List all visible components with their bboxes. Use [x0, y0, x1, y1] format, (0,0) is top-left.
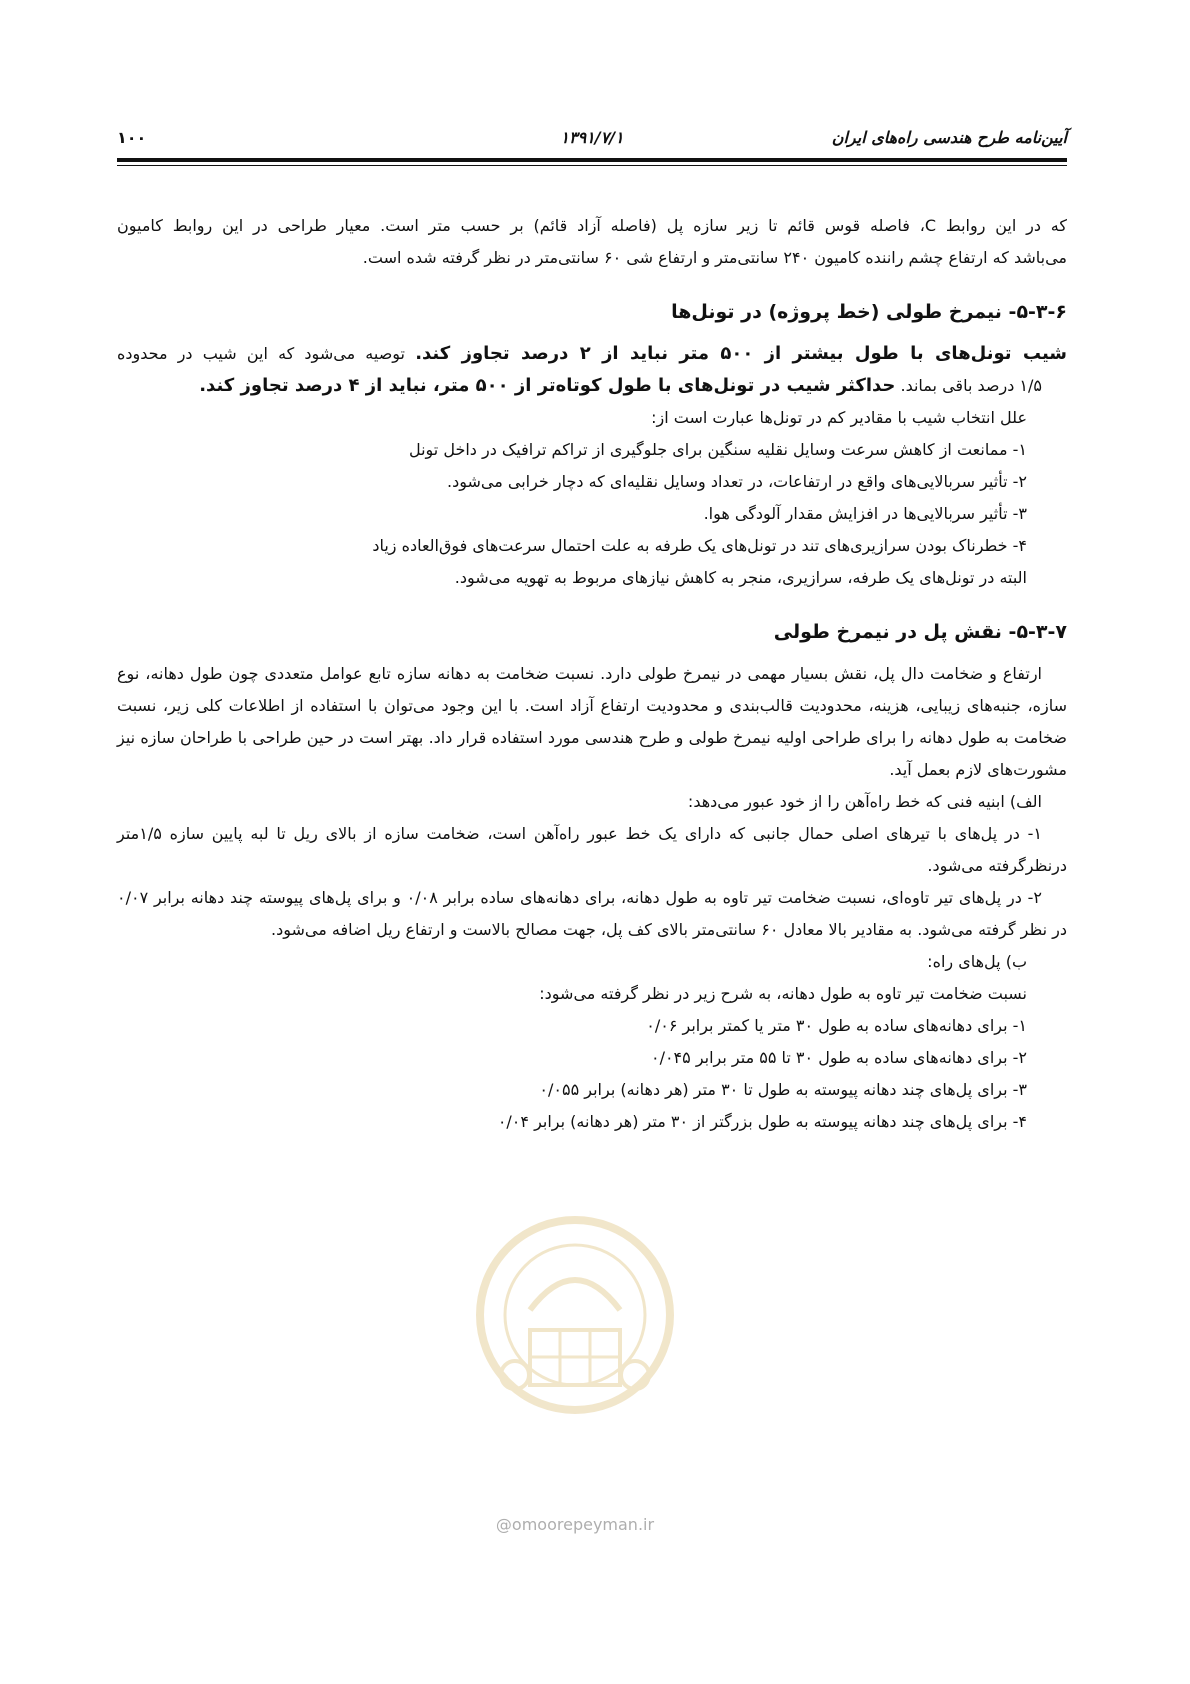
- tunnel-slope-paragraph-2: [117, 370, 1067, 402]
- page-header: [117, 128, 1067, 152]
- road-item: ۴- برای پل‌های چند دهانه پیوسته به طول بزرگتر از ۳۰ متر (هر دهانه) برابر ۰/۰۴: [497, 1112, 1027, 1131]
- watermark-text: @omoorepeyman.ir: [495, 1515, 655, 1534]
- header-rule-thick: [117, 158, 1067, 162]
- bridge-paragraph: ارتفاع و ضخامت دال پل، نقش بسیار مهمی در نیمرخ طولی دارد. نسبت ضخامت به دهانه سازه تابع عوامل متعددی چون طول دهانه، نوع سازه، جنبه‌های زیبایی، هزینه، محدودیت قالب‌بندی و محدودیت ارتفاع آزاد است. با این وجود می‌توان با استفاده از اطلاعات کلی زیر، نسبت ضخامت به طول دهانه را برای طراحی اولیه نیمرخ طولی و طرح هندسی مورد استفاده قرار داد. بهتر است در حین طراحی با طراحان سازه نیز مشورت‌های لازم بعمل آید.: [117, 664, 1067, 779]
- page-number: ۱۰۰: [117, 128, 147, 147]
- header-date: ۱۳۹۱/۷/۱: [560, 128, 624, 147]
- page-content: [117, 210, 1067, 1138]
- road-item: ۳- برای پل‌های چند دهانه پیوسته به طول تا ۳۰ متر (هر دهانه) برابر ۰/۰۵۵: [539, 1080, 1027, 1099]
- gear-icon: [621, 1361, 649, 1389]
- road-intro: ب) پل‌های راه:: [927, 952, 1027, 971]
- watermark-arc: [530, 1280, 620, 1310]
- road-item: ۱- برای دهانه‌های ساده به طول ۳۰ متر یا کمتر برابر ۰/۰۶: [646, 1016, 1027, 1035]
- railway-item: ۲- در پل‌های تیر تاوه‌ای، نسبت ضخامت تیر تاوه به طول دهانه، برای دهانه‌های ساده برابر ۰/۰۸ و برای پل‌های پیوسته چند دهانه برابر ۰/۰۷ در نظر گرفته می‌شود. به مقادیر بالا معادل ۶۰ سانتی‌متر بالای کف پل، جهت مصالح بالاست و ارتفاع ریل اضافه می‌شود.: [117, 888, 1067, 939]
- watermark-outer-ring: [480, 1220, 670, 1410]
- watermark-grid: [530, 1330, 620, 1385]
- gear-icon: [501, 1361, 529, 1389]
- reason-item: ۱- ممانعت از کاهش سرعت وسایل نقلیه سنگین برای جلوگیری از تراکم ترافیک در داخل تونل: [408, 440, 1027, 459]
- railway-intro: الف) ابنیه فنی که خط راه‌آهن را از خود عبور می‌دهد:: [687, 792, 1042, 811]
- section-heading-tunnels: ۵-۳-۶- نیمرخ طولی (خط پروژه) در تونل‌ها: [671, 301, 1067, 323]
- header-title: آیین‌نامه طرح هندسی راه‌های ایران: [831, 128, 1067, 147]
- header-rule-thin: [117, 165, 1067, 166]
- tunnel-slope-bold-2: حداکثر شیب در تونل‌های با طول کوتاه‌تر از ۵۰۰ متر، نباید از ۴ درصد تجاوز کند.: [199, 375, 896, 396]
- reason-item: ۳- تأثیر سربالایی‌ها در افزایش مقدار آلودگی هوا.: [703, 504, 1027, 523]
- reasons-intro: علل انتخاب شیب با مقادیر کم در تونل‌ها عبارت است از:: [651, 408, 1027, 427]
- reason-item: ۲- تأثیر سربالایی‌های واقع در ارتفاعات، در تعداد وسایل نقلیه‌ای که دچار خرابی می‌شود.: [446, 472, 1027, 491]
- tunnel-slope-normal-1: توصیه می‌شود که این شیب در محدوده: [117, 344, 416, 363]
- watermark-inner-ring: [505, 1245, 645, 1385]
- tunnel-slope-normal-2: ۱/۵ درصد باقی بماند.: [895, 376, 1042, 395]
- tunnel-slope-paragraph: [117, 338, 1067, 370]
- road-ratio-intro: نسبت ضخامت تیر تاوه به طول دهانه، به شرح زیر در نظر گرفته می‌شود:: [539, 984, 1027, 1003]
- section-heading-bridge: ۵-۳-۷- نقش پل در نیمرخ طولی: [773, 621, 1067, 643]
- road-item: ۲- برای دهانه‌های ساده به طول ۳۰ تا ۵۵ متر برابر ۰/۰۴۵: [650, 1048, 1027, 1067]
- watermark-seal: [470, 1210, 680, 1540]
- reason-item: ۴- خطرناک بودن سرازیری‌های تند در تونل‌های یک طرفه به علت احتمال سرعت‌های فوق‌العاده زیاد: [372, 536, 1027, 555]
- intro-line-2: می‌باشد که ارتفاع چشم راننده کامیون ۲۴۰ سانتی‌متر و ارتفاع شی ۶۰ سانتی‌متر در نظر گرفته شده است.: [362, 248, 1067, 267]
- tunnel-slope-bold-1: شیب تونل‌های با طول بیشتر از ۵۰۰ متر نباید از ۲ درصد تجاوز کند.: [415, 343, 1067, 364]
- railway-item: ۱- در پل‌های با تیرهای اصلی حمال جانبی که دارای یک خط عبور راه‌آهن است، ضخامت سازه از بالای ریل تا لبه پایین سازه ۱/۵متر درنظرگرفته می‌شود.: [117, 824, 1067, 875]
- reasons-note: البته در تونل‌های یک طرفه، سرازیری، منجر به کاهش نیازهای مربوط به تهویه می‌شود.: [454, 568, 1027, 587]
- intro-line-1: که در این روابط C، فاصله قوس قائم تا زیر سازه پل (فاصله آزاد قائم) بر حسب متر است. معیار طراحی در این روابط کامیون: [117, 216, 1067, 235]
